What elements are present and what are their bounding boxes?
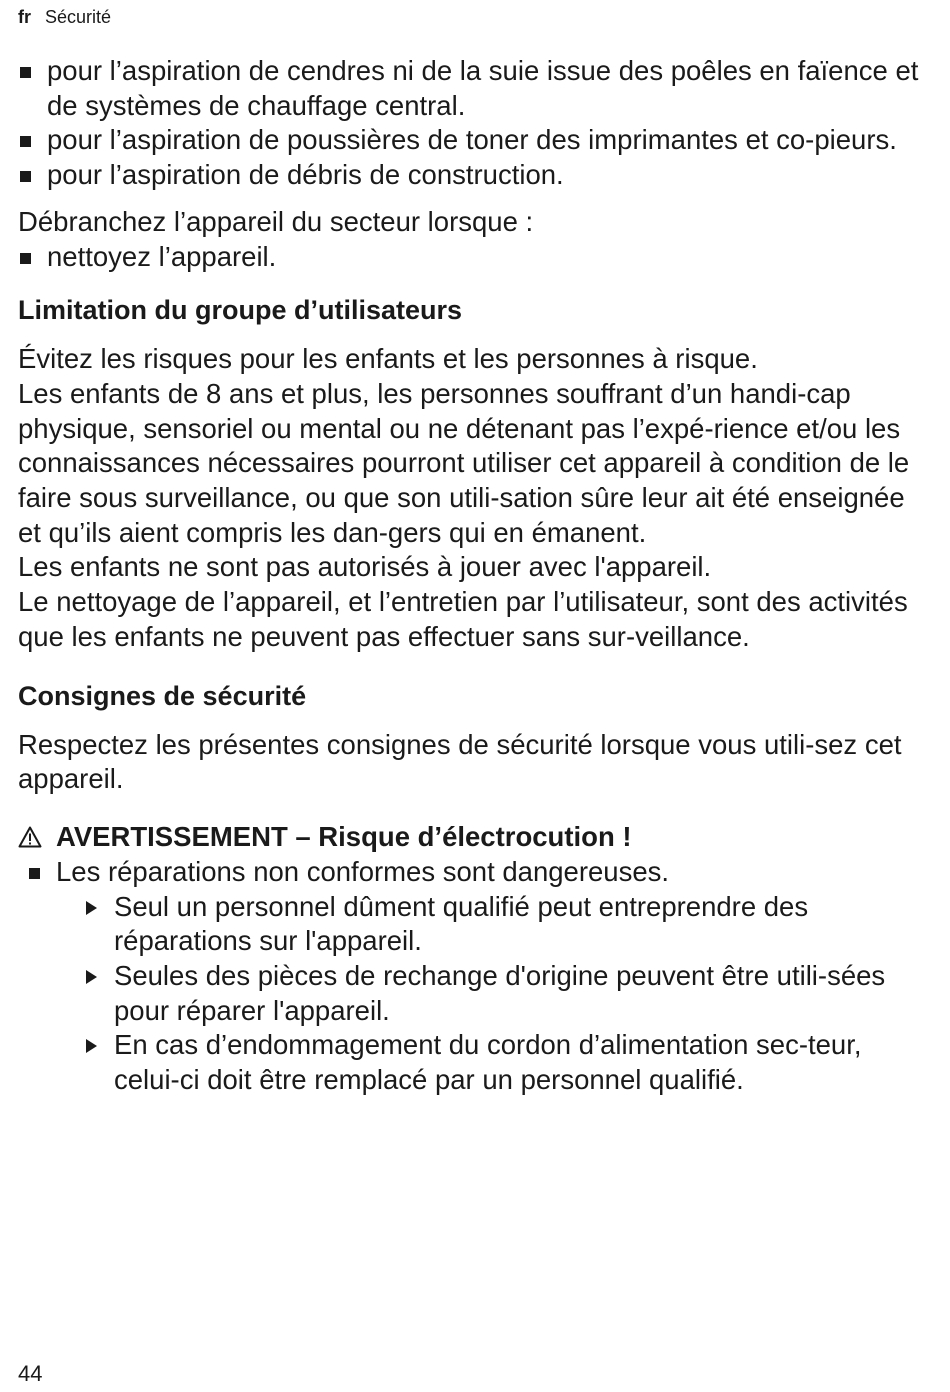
action-item: Seules des pièces de rechange d'origine peuvent être utili-sées pour réparer l'appareil. <box>27 959 933 1028</box>
warning-list <box>27 855 933 890</box>
list-item: pour l’aspiration de cendres ni de la suie issue des poêles en faïence et de systèmes de chauffage central. <box>18 54 933 123</box>
list-item: pour l’aspiration de poussières de toner des imprimantes et co-pieurs. <box>18 123 933 158</box>
action-item: Seul un personnel dûment qualifié peut entreprendre des réparations sur l'appareil. <box>27 890 933 959</box>
square-bullet-icon <box>20 67 31 78</box>
arrow-right-icon <box>86 1039 97 1053</box>
page-header <box>18 7 111 28</box>
paragraph: Évitez les risques pour les enfants et les personnes à risque. <box>18 343 758 375</box>
limitation-heading: Limitation du groupe d’utilisateurs <box>18 295 463 326</box>
paragraph: Les enfants ne sont pas autorisés à jouer avec l'appareil. <box>18 551 712 583</box>
unplug-text: Débranchez l’appareil du secteur lorsque : <box>18 205 534 237</box>
square-bullet-icon <box>29 868 40 879</box>
list-item: Les réparations non conformes sont dangereuses. <box>27 855 933 890</box>
warning-body <box>27 855 933 1098</box>
list-item: nettoyez l’appareil. <box>18 240 933 275</box>
square-bullet-icon <box>20 253 31 264</box>
warning-title: AVERTISSEMENT – Risque d’électrocution ! <box>56 820 632 852</box>
page-content <box>18 54 933 1098</box>
language-code: fr <box>18 7 31 27</box>
consignes-heading: Consignes de sécurité <box>18 680 307 711</box>
paragraph: Le nettoyage de l’appareil, et l’entretien par l’utilisateur, sont des activités que les enfants ne peuvent pas effectuer sans sur-veillance. <box>18 586 908 652</box>
warning-triangle-icon <box>18 826 42 848</box>
arrow-right-icon <box>86 901 97 915</box>
warning-actions <box>27 890 933 1098</box>
page-number: 44 <box>18 1361 43 1386</box>
arrow-right-icon <box>86 970 97 984</box>
intro-list <box>18 54 933 193</box>
unplug-list <box>18 240 933 275</box>
warning-heading <box>18 819 933 855</box>
section-title: Sécurité <box>45 7 112 27</box>
limitation-body <box>18 342 933 654</box>
action-item: En cas d’endommagement du cordon d’alimentation sec-teur, celui-ci doit être remplacé par un personnel qualifié. <box>27 1028 933 1097</box>
list-item: pour l’aspiration de débris de construction. <box>18 158 933 193</box>
paragraph: Les enfants de 8 ans et plus, les personnes souffrant d’un handi-cap physique, sensoriel ou mental ou ne détenant pas l’expé-rience et/ou les connaissances nécessaires pourront utiliser cet appareil à condition de le faire sous surveillance, ou que son utili-sation sûre leur ait été enseignée et qu’ils aient compris les dan-gers qui en émanent. <box>18 377 910 548</box>
square-bullet-icon <box>20 136 31 147</box>
square-bullet-icon <box>20 171 31 182</box>
consignes-text: Respectez les présentes consignes de sécurité lorsque vous utili-sez cet appareil. <box>18 728 902 795</box>
